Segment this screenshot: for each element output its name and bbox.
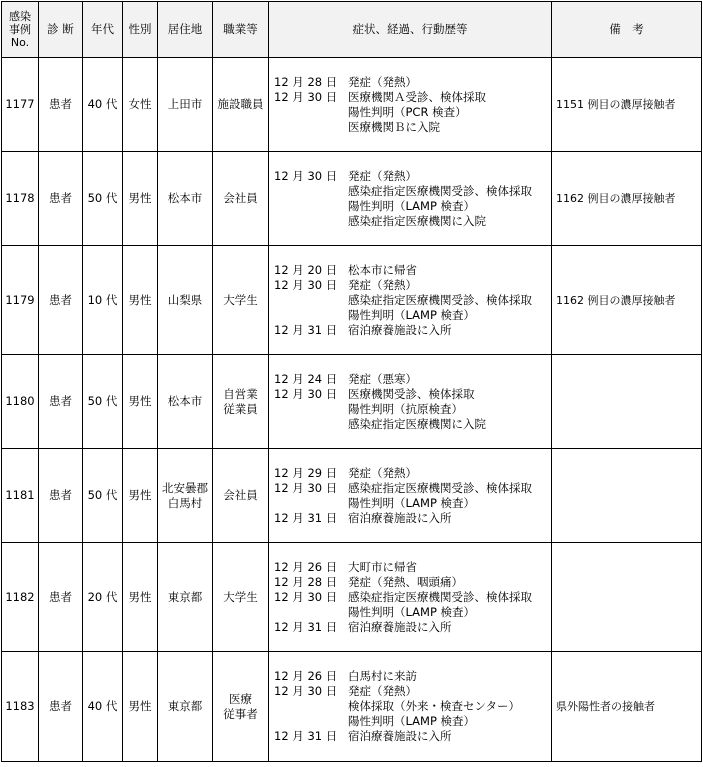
event-text: 宿泊療養施設に入所 xyxy=(348,510,452,525)
diagnosis-cell: 患者 xyxy=(39,449,83,543)
timeline-entry xyxy=(274,560,551,575)
event-text: 陽性判明（LAMP 検査） xyxy=(348,307,476,322)
notes-cell: 1162 例目の濃厚接触者 xyxy=(552,152,702,246)
event-text: 感染症指定医療機関受診、検体採取 xyxy=(348,183,532,198)
header-age: 年代 xyxy=(83,2,123,58)
event-date xyxy=(274,714,348,729)
symptoms-cell xyxy=(269,543,552,652)
event-date: 12 月 30 日 xyxy=(274,89,338,104)
timeline-entry xyxy=(274,620,551,635)
event-date xyxy=(274,105,348,120)
header-sex: 性別 xyxy=(123,2,158,58)
symptoms-cell xyxy=(269,652,552,762)
table-row xyxy=(2,652,702,762)
event-date: 12 月 26 日 xyxy=(274,559,338,574)
timeline-entry xyxy=(274,169,551,184)
event-date xyxy=(274,293,348,308)
event-date: 12 月 30 日 xyxy=(274,168,338,183)
event-date xyxy=(274,120,348,135)
event-date xyxy=(274,417,348,432)
timeline-entry xyxy=(274,75,551,90)
timeline-entry xyxy=(274,714,551,729)
event-text: 感染症指定医療機関受診、検体採取 xyxy=(348,480,532,495)
event-date: 12 月 28 日 xyxy=(274,574,338,589)
timeline-entry xyxy=(274,466,551,481)
header-row xyxy=(2,2,702,58)
event-text: 発症（発熱） xyxy=(348,277,417,292)
timeline-entry xyxy=(274,293,551,308)
timeline-entry xyxy=(274,669,551,684)
header-residence: 居住地 xyxy=(158,2,213,58)
event-text: 宿泊療養施設に入所 xyxy=(348,729,452,743)
residence-cell: 上田市 xyxy=(158,58,213,152)
timeline-entry xyxy=(274,120,551,135)
table-row xyxy=(2,246,702,355)
event-text: 大町市に帰省 xyxy=(348,559,417,574)
sex-cell: 男性 xyxy=(123,152,158,246)
header-diagnosis: 診 断 xyxy=(39,2,83,58)
header-case-no: 感染 事例 No. xyxy=(2,2,39,58)
header-symptoms: 症状、経過、行動歴等 xyxy=(269,2,552,58)
occupation-cell: 医療 従事者 xyxy=(213,652,269,762)
case-number-cell: 1182 xyxy=(2,543,39,652)
timeline-entry xyxy=(274,417,551,432)
case-number-cell: 1178 xyxy=(2,152,39,246)
event-date: 12 月 26 日 xyxy=(274,669,338,683)
header-notes: 備 考 xyxy=(552,2,702,58)
age-cell: 20 代 xyxy=(83,543,123,652)
notes-cell: 1151 例目の濃厚接触者 xyxy=(552,58,702,152)
header-occupation: 職業等 xyxy=(213,2,269,58)
event-text: 陽性判明（LAMP 検査） xyxy=(348,495,476,510)
event-text: 感染症指定医療機関受診、検体採取 xyxy=(348,292,532,307)
event-text: 発症（発熱） xyxy=(348,74,417,89)
symptoms-cell xyxy=(269,449,552,543)
diagnosis-cell: 患者 xyxy=(39,652,83,762)
symptoms-cell xyxy=(269,246,552,355)
diagnosis-cell: 患者 xyxy=(39,355,83,449)
table-row xyxy=(2,543,702,652)
symptoms-cell xyxy=(269,355,552,449)
event-text: 感染症指定医療機関に入院 xyxy=(348,213,486,228)
timeline-entry xyxy=(274,90,551,105)
event-date: 12 月 31 日 xyxy=(274,322,338,337)
age-cell: 50 代 xyxy=(83,152,123,246)
event-date: 12 月 30 日 xyxy=(274,277,338,292)
sex-cell: 男性 xyxy=(123,652,158,762)
event-date xyxy=(274,184,348,199)
event-date: 12 月 24 日 xyxy=(274,371,338,386)
event-text: 陽性判明（抗原検査） xyxy=(348,401,463,416)
timeline-entry xyxy=(274,387,551,402)
residence-cell: 山梨県 xyxy=(158,246,213,355)
event-date xyxy=(274,199,348,214)
event-text: 医療機関Ｂに入院 xyxy=(348,119,440,134)
event-text: 医療機関受診、検体採取 xyxy=(348,386,475,401)
event-date xyxy=(274,605,348,620)
case-number-cell: 1180 xyxy=(2,355,39,449)
age-cell: 50 代 xyxy=(83,355,123,449)
timeline-entry xyxy=(274,699,551,714)
timeline-entry xyxy=(274,184,551,199)
event-text: 発症（発熱、咽頭痛） xyxy=(348,574,463,589)
sex-cell: 男性 xyxy=(123,543,158,652)
event-date: 12 月 30 日 xyxy=(274,480,338,495)
notes-cell: 1162 例目の濃厚接触者 xyxy=(552,246,702,355)
residence-cell: 北安曇郡 白馬村 xyxy=(158,449,213,543)
timeline-entry xyxy=(274,214,551,229)
notes-cell xyxy=(552,449,702,543)
event-date: 12 月 30 日 xyxy=(274,386,338,401)
event-date xyxy=(274,308,348,323)
event-text: 宿泊療養施設に入所 xyxy=(348,619,452,634)
timeline-entry xyxy=(274,402,551,417)
event-text: 発症（悪寒） xyxy=(348,371,417,386)
occupation-cell: 会社員 xyxy=(213,152,269,246)
event-text: 陽性判明（LAMP 検査） xyxy=(348,714,476,728)
timeline-entry xyxy=(274,105,551,120)
timeline-entry xyxy=(274,496,551,511)
sex-cell: 男性 xyxy=(123,355,158,449)
case-number-cell: 1183 xyxy=(2,652,39,762)
table-row xyxy=(2,58,702,152)
event-date: 12 月 30 日 xyxy=(274,589,338,604)
case-number-cell: 1181 xyxy=(2,449,39,543)
event-text: 陽性判明（LAMP 検査） xyxy=(348,198,476,213)
event-text: 発症（発熱） xyxy=(348,684,417,698)
timeline-entry xyxy=(274,372,551,387)
residence-cell: 松本市 xyxy=(158,355,213,449)
occupation-cell: 大学生 xyxy=(213,543,269,652)
timeline-entry xyxy=(274,308,551,323)
diagnosis-cell: 患者 xyxy=(39,543,83,652)
table-row xyxy=(2,449,702,543)
age-cell: 10 代 xyxy=(83,246,123,355)
event-text: 陽性判明（PCR 検査） xyxy=(348,104,467,119)
event-date xyxy=(274,214,348,229)
timeline-entry xyxy=(274,199,551,214)
occupation-cell: 大学生 xyxy=(213,246,269,355)
diagnosis-cell: 患者 xyxy=(39,58,83,152)
diagnosis-cell: 患者 xyxy=(39,246,83,355)
event-text: 発症（発熱） xyxy=(348,465,417,480)
event-date: 12 月 31 日 xyxy=(274,729,338,743)
sex-cell: 男性 xyxy=(123,246,158,355)
sex-cell: 男性 xyxy=(123,449,158,543)
event-text: 白馬村に来訪 xyxy=(348,669,417,683)
case-number-cell: 1177 xyxy=(2,58,39,152)
diagnosis-cell: 患者 xyxy=(39,152,83,246)
timeline-entry xyxy=(274,684,551,699)
event-date: 12 月 29 日 xyxy=(274,465,338,480)
event-date xyxy=(274,496,348,511)
event-text: 発症（発熱） xyxy=(348,168,417,183)
event-date: 12 月 31 日 xyxy=(274,619,338,634)
event-date xyxy=(274,699,348,714)
case-table xyxy=(1,1,702,762)
notes-cell: 県外陽性者の接触者 xyxy=(552,652,702,762)
event-text: 宿泊療養施設に入所 xyxy=(348,322,452,337)
event-text: 医療機関Ａ受診、検体採取 xyxy=(348,89,486,104)
timeline-entry xyxy=(274,605,551,620)
timeline-entry xyxy=(274,511,551,526)
occupation-cell: 会社員 xyxy=(213,449,269,543)
event-date: 12 月 28 日 xyxy=(274,74,338,89)
event-text: 松本市に帰省 xyxy=(348,262,417,277)
event-text: 陽性判明（LAMP 検査） xyxy=(348,604,476,619)
symptoms-cell xyxy=(269,58,552,152)
timeline-entry xyxy=(274,481,551,496)
age-cell: 50 代 xyxy=(83,449,123,543)
age-cell: 40 代 xyxy=(83,58,123,152)
timeline-entry xyxy=(274,263,551,278)
notes-cell xyxy=(552,543,702,652)
event-text: 感染症指定医療機関受診、検体採取 xyxy=(348,589,532,604)
age-cell: 40 代 xyxy=(83,652,123,762)
timeline-entry xyxy=(274,590,551,605)
event-text: 感染症指定医療機関に入院 xyxy=(348,416,486,431)
case-number-cell: 1179 xyxy=(2,246,39,355)
event-date: 12 月 31 日 xyxy=(274,510,338,525)
timeline-entry xyxy=(274,278,551,293)
occupation-cell: 施設職員 xyxy=(213,58,269,152)
residence-cell: 東京都 xyxy=(158,543,213,652)
table-row xyxy=(2,355,702,449)
sex-cell: 女性 xyxy=(123,58,158,152)
event-text: 検体採取（外来・検査センター） xyxy=(348,699,521,713)
event-date xyxy=(274,402,348,417)
timeline-entry xyxy=(274,575,551,590)
timeline-entry xyxy=(274,729,551,744)
residence-cell: 松本市 xyxy=(158,152,213,246)
occupation-cell: 自営業 従業員 xyxy=(213,355,269,449)
notes-cell xyxy=(552,355,702,449)
event-date: 12 月 30 日 xyxy=(274,684,338,698)
timeline-entry xyxy=(274,323,551,338)
residence-cell: 東京都 xyxy=(158,652,213,762)
table-row xyxy=(2,152,702,246)
event-date: 12 月 20 日 xyxy=(274,262,338,277)
symptoms-cell xyxy=(269,152,552,246)
